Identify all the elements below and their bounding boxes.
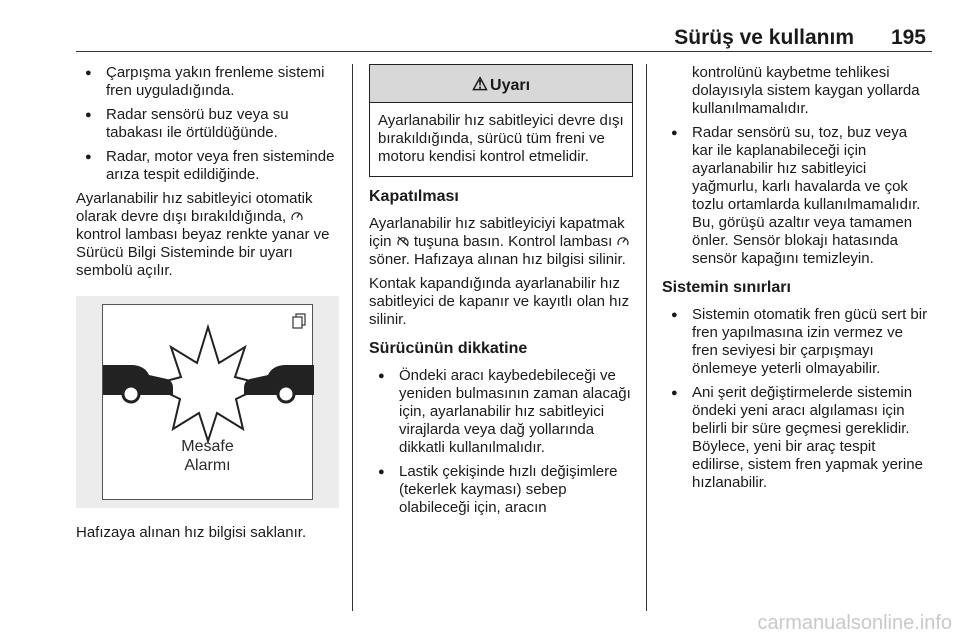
list-item: ● Radar sensörü buz veya su tabakası ile örtüldüğünde.: [76, 106, 340, 142]
column-3: [662, 64, 930, 498]
text-run: söner. Hafızaya alınan hız bilgisi silinir.: [369, 251, 626, 268]
section-heading: Sistemin sınırları: [662, 279, 791, 296]
text-run: Ayarlanabilir hız sabitleyici otomatik olarak devre dışı bırakıldığında,: [76, 190, 313, 225]
text-run: Ayarlanabilir hız sabitleyiciyi kapatmak için: [369, 215, 625, 250]
list-item: ● Çarpışma yakın frenleme sistemi fren uyguladığında.: [76, 64, 340, 100]
warning-title: Uyarı: [490, 77, 531, 94]
warning-triangle-icon: ⚠: [471, 74, 489, 94]
cruise-control-button-icon: [396, 235, 410, 247]
page-header: [76, 20, 932, 52]
column-divider: [352, 64, 353, 611]
paragraph: [76, 190, 340, 280]
section-heading: Kapatılması: [369, 188, 459, 205]
illustration-label: Mesafe: [181, 438, 234, 455]
list-item: ● Sistemin otomatik fren gücü sert bir fren yapılmasına izin vermez ve fren seviyesi bir çarpışmayı önlemeye yeterli olmayabilir.: [662, 306, 930, 378]
text-run: tuşuna basın. Kontrol lambası: [413, 233, 613, 250]
paragraph: Kontak kapandığında ayarlanabilir hız sabitleyici de kapanır ve kayıtlı olan hız silinir.: [369, 275, 630, 328]
paragraph: [369, 215, 633, 269]
warning-box: [369, 64, 633, 177]
display-panel: [102, 304, 313, 500]
illustration: [76, 296, 339, 508]
warning-text: Ayarlanabilir hız sabitleyici devre dışı bırakıldığında, sürücü tüm freni ve motoru kendisi kontrol etmelidir.: [378, 112, 624, 165]
list-item: ● Radar sensörü su, toz, buz veya kar ile kaplanabileceği için ayarlanabilir hız sabitleyici yağmurlu, karlı havalarda ve çok tozlu ortamlarda kullanılmamalıdır. Bu, görüşü azaltır veya tamamen önler. Sensör blokajı hatasında sensör kapağını temizleyin.: [662, 124, 930, 268]
section-title: Sürüş ve kullanım: [674, 26, 854, 49]
warning-header: [370, 65, 632, 103]
column-1: [76, 64, 340, 548]
list-item: ● Öndeki aracı kaybedebileceği ve yeniden bulmasının zaman alacağı için, ayarlanabilir hız sabitleyici virajlarda veya dağ yollarında dikkatli kullanılmalıdır.: [369, 367, 633, 457]
paragraph: kontrolünü kaybetme tehlikesi dolayısıyla sistem kaygan yollarda kullanılmamalıdır.: [692, 64, 920, 117]
paragraph: Hafızaya alınan hız bilgisi saklanır.: [76, 524, 307, 541]
column-2: [369, 64, 633, 523]
illustration-label: Alarmı: [184, 457, 231, 474]
watermark: carmanualsonline.info: [757, 612, 952, 634]
page-number: 195: [890, 26, 926, 49]
column-divider: [646, 64, 647, 611]
cruise-control-lamp-icon: [290, 210, 304, 222]
section-heading: Sürücünün dikkatine: [369, 340, 528, 357]
list-item: ● Lastik çekişinde hızlı değişimlere (tekerlek kayması) sebep olabileceği için, aracın: [369, 463, 633, 517]
list-item: ● Radar, motor veya fren sisteminde arıza tespit edildiğinde.: [76, 148, 340, 184]
list-item: ● Ani şerit değiştirmelerde sistemin öndeki yeni aracı algılaması için belirli bir süre geçmesi gereklidir. Böylece, yeni bir araç tespit edilirse, sistem fren yapmak yerine hızlanabilir.: [662, 384, 930, 492]
cruise-control-lamp-icon: [616, 235, 630, 247]
vehicle-settings-icon: [293, 314, 305, 328]
text-run: kontrol lambası beyaz renkte yanar ve Sürücü Bilgi Sisteminde bir uyarı sembolü açılır.: [76, 226, 330, 279]
